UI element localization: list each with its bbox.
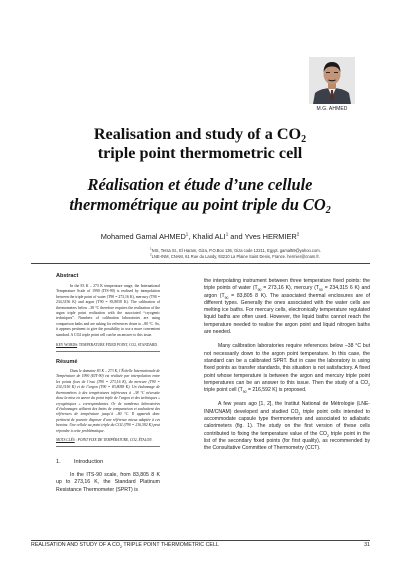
author-portrait-image xyxy=(309,57,355,104)
resume-text: Dans le domaine 83 K – 273 K, l’Échelle Internationale de Température de 1990 (EIT-90) est réalisée par interpolation entre les points fixes de l’eau (T90 = 273,16 K), du mercure (T90 = 234,3156 K) et de l’argon (T90 = 83,8058 K). Un étalonnage de thermomètres à des températures inférieures à –38 °C nécessite donc la mise en œuvre du point triple de l’argon et des techniques « cryogéniques » correspondantes. Or de nombreux laboratoires d’étalonnages utilisent des bains de comparaison et souhaitent des références de température jusqu’à –80 °C. Il apparaît donc pertinent de pouvoir disposer d’une référence mieux adaptée à ces besoins. Une cellule au point triple du CO2 (T90 = 216,592 K) peut répondre à cette problématique. xyxy=(56,369,160,433)
page-footer xyxy=(31,542,370,548)
resume-heading: Résumé xyxy=(56,359,78,366)
photo-caption: M.G. AHMED xyxy=(316,106,348,112)
resume-keywords: MOTS CLÉS : POINT FIXE DE TEMPÉRATURE, CO2, ÉTALON. xyxy=(56,437,153,442)
right-column xyxy=(204,278,370,453)
abstract-heading: Abstract xyxy=(56,273,79,279)
abstract-keywords: KEY WORDS: TEMPERATURE FIXED POINT, CO2, STANDARD. xyxy=(56,343,158,348)
title-english-line2: triple point thermometric cell xyxy=(97,144,303,162)
title-english-line1: Realisation and study of a $CO_2$ xyxy=(93,125,307,145)
introduction-text: In the ITS-90 scale, from 83,805 8 K up to 273,16 K, the Standard Platinum Resistance Thermometer (SPRT) is xyxy=(56,471,160,493)
running-title: REALISATION AND STUDY OF A $CO_2$ TRIPLE POINT THERMOMETRIC CELL xyxy=(31,542,219,550)
author-photo xyxy=(309,57,355,112)
keywords-divider xyxy=(56,351,160,352)
abstract-text: In the 83 K – 273 K temperature range, the International Temperature Scale of 1990 (ITS-90) is realised by interpolation between the triple point of water (T90 = 273,16 K), mercury (T90 = 234,3156 K) and argon (T90 = 83,8058 K). The calibration of thermometers below –38 °C therefore requires the realisation of the argon triple point realisation with the associated “cryogenic techniques”. Numbers of calibration laboratories are using comparison baths and are asking for references down to –80 °C. So, it appears pertinent to give the possibility to use a more convenient standard. A CO2 triple point cell can be an answer to this issue. xyxy=(56,284,160,337)
keywords-divider xyxy=(56,446,160,447)
title-french xyxy=(0,175,400,215)
left-column xyxy=(56,273,160,494)
title-french-line1: Réalisation et étude d’une cellule xyxy=(87,175,313,194)
section-heading-introduction: 1. Introduction xyxy=(56,458,104,465)
body-paragraph: Many calibration laboratories require references below –38 °C but not necessarily down to the argon point temperature. In this case, the standard can be a calibrated SPRT. But in case the laboratory is using fixed points as transfer standards, this situation is not satisfactory. A fixed point whose temperature is between the argon and mercury triple point temperatures can be an answer to this issue. Then the study of a $CO_2$ triple point cell ($T_{90} = 216,592$ K) is proposed. xyxy=(204,343,370,395)
author-name: Khalid ALI xyxy=(192,232,226,241)
affiliation-line: $^2$LNE-INM, CNAM, 61 Rue du Landy, 93210 La Plaine Saint Denis, France. hermier@cnam.fr. xyxy=(150,252,320,260)
page-number: 31 xyxy=(364,542,370,548)
header-divider xyxy=(31,263,370,264)
title-french-line2: thermométrique au point triple du $CO_2$ xyxy=(69,195,331,216)
affiliations xyxy=(150,248,380,261)
footer-divider xyxy=(31,540,370,541)
author-name: Mohamed Gamal AHMED xyxy=(100,232,186,241)
body-paragraph: A few years ago [1, 2], the Institut National de Métrologie (LNE-INM/CNAM) developed and studied $CO_2$ triple point cells intended to accommodate capsule type thermometers and associated to adiabatic calorimeters (fig. 1). The study on the first version of these cells contributed to fixing the temperature value of the $CO_2$ triple point in the list of the secondary fixed points (for first quality), as recommended by the Consultative Committee of Thermometry (CCT). xyxy=(204,401,371,452)
author-name: Yves HERMIER xyxy=(244,232,297,241)
body-paragraph: the interpolating instrument between three temperature fixed points: the triple points of water ($T_{90} = 273,16$ K), mercury ($T_{90} = 234,315$ 6 K) and argon ($T_{90} = 83,805$ 8 K). The associated thermal enclosures are of different types. Generally the ones associated with the water cells are melting ice baths. For mercury cells, electronically temperature regulated liquid baths are often used. However, the liquid baths cannot reach the temperature needed to realise the argon point and liquid nitrogen baths are needed. xyxy=(204,278,370,336)
affiliation-line: $^1$NIS, Tersa St., El Haram, Giza, P.O.Box 136, Giza code 12211, Egypt. gamal59@yahoo.com. xyxy=(150,246,321,253)
author-list: Mohamed Gamal AHMED$^1$, Khalid ALI$^1$ and Yves HERMIER$^2$ xyxy=(100,231,300,241)
title-english xyxy=(0,125,400,163)
